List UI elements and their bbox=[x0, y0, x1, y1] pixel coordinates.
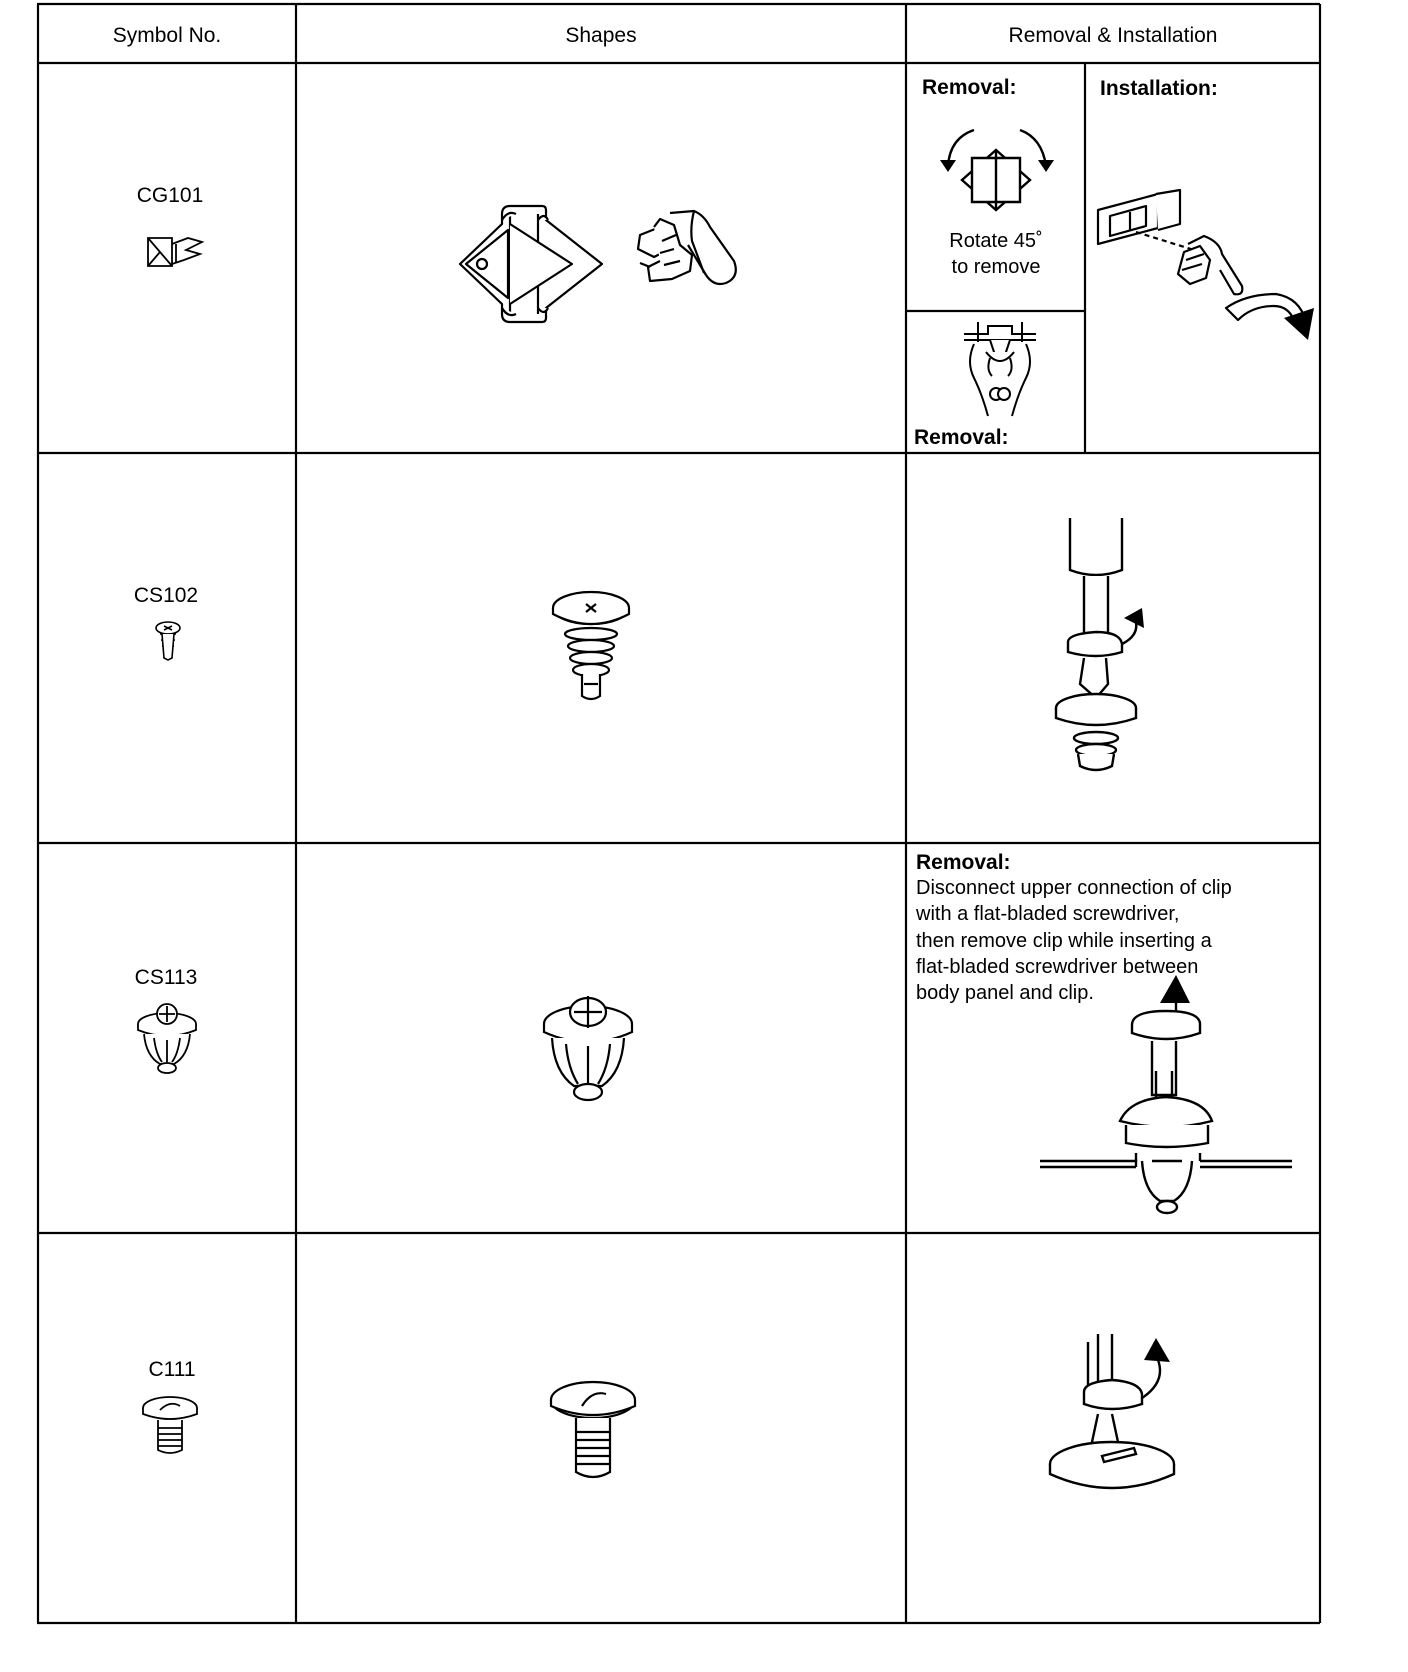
c111-symbol-icon bbox=[140, 1394, 200, 1456]
cg101-rotate-note-line2: to remove bbox=[951, 256, 1041, 278]
cg101-installation-illustration bbox=[1096, 190, 1316, 350]
cs113-instruction-line-2: with a flat-bladed screwdriver, bbox=[916, 903, 1180, 925]
header-symbol-no: Symbol No. bbox=[112, 24, 222, 47]
cs102-screwdriver-removal-illustration bbox=[1050, 518, 1150, 778]
header-shapes: Shapes bbox=[565, 24, 637, 47]
cs113-screwdriver-removal-illustration bbox=[1040, 975, 1300, 1225]
cs113-instruction-line-4: flat-bladed screwdriver between bbox=[916, 956, 1199, 978]
cs102-screw-shape-illustration bbox=[548, 588, 634, 704]
cs113-instruction-line-1: Disconnect upper connection of clip bbox=[916, 877, 1232, 899]
cg101-symbol-icon bbox=[140, 230, 206, 272]
cs113-symbol-icon bbox=[134, 1000, 200, 1076]
cs113-instruction-line-3: then remove clip while inserting a bbox=[916, 930, 1212, 952]
symbol-code-cs113: CS113 bbox=[134, 966, 198, 989]
c111-screw-shape-illustration bbox=[548, 1378, 638, 1482]
symbol-code-cs102: CS102 bbox=[133, 584, 199, 607]
cs113-instruction-line-5: body panel and clip. bbox=[916, 982, 1094, 1004]
cg101-installation-label: Installation: bbox=[1100, 77, 1218, 100]
c111-screwdriver-removal-illustration bbox=[1050, 1330, 1190, 1510]
symbol-code-c111: C111 bbox=[148, 1358, 196, 1381]
cg101-removal-label-2: Removal: bbox=[914, 426, 1009, 449]
symbol-code-cg101: CG101 bbox=[136, 184, 204, 207]
cg101-rotate-arrows-illustration bbox=[930, 120, 1070, 220]
cg101-removal-label: Removal: bbox=[922, 76, 1017, 99]
cs113-clip-shape-illustration bbox=[540, 988, 636, 1106]
cg101-pliers-removal-illustration bbox=[960, 318, 1040, 418]
cg101-clip-side-illustration bbox=[630, 205, 740, 305]
cg101-rotate-note-line1: Rotate 45˚ bbox=[949, 230, 1043, 252]
header-removal-installation: Removal & Installation bbox=[1008, 24, 1218, 47]
cs113-removal-label: Removal: bbox=[916, 851, 1011, 874]
cg101-clip-shape-illustration bbox=[452, 200, 622, 330]
cs102-symbol-icon bbox=[152, 620, 184, 662]
